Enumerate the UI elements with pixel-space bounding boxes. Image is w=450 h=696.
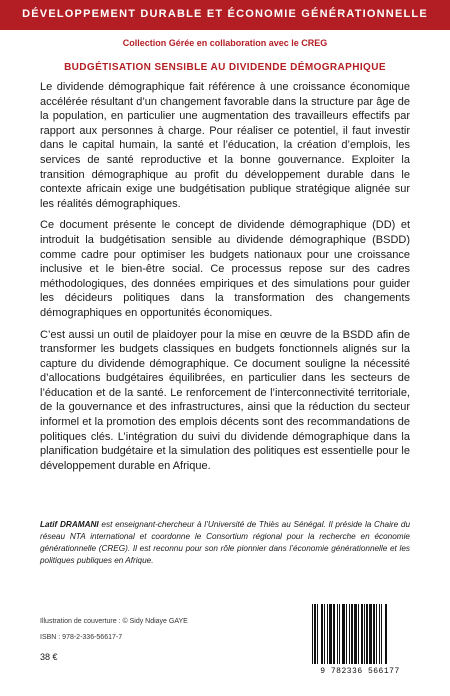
barcode-number: 9 782336 566177 (300, 667, 420, 676)
back-cover-text (40, 80, 410, 480)
barcode-bar (321, 604, 323, 664)
barcode-bar (373, 604, 375, 664)
barcode-bar (327, 604, 328, 664)
series-banner (0, 0, 450, 30)
paragraph: C’est aussi un outil de plaidoyer pour la mise en œuvre de la BSDD afin de transformer les budgets classiques en budgets fonctionnels alignés sur la capture du dividende démographique. Ce document souligne la nécessité d’allocations budgétaires équilibrées, en particulier dans les secteurs de l’éducation et de la santé. Le renforcement de l’interconnectivité territoriale, de la gouvernance et des infrastructures, ainsi que la réduction du secteur informel et la promotion des emplois décents sont des recommandations de politiques clés. L’intégration du suivi du dividende démographique dans la planification budgétaire et la simulation des politiques est essentielle pour le développement durable en Afrique. (40, 328, 410, 472)
barcode-bar (364, 604, 365, 664)
paragraph: Ce document présente le concept de dividende démographique (DD) et introduit la budgétisation sensible au dividende démographique (BSDD) comme cadre pour optimiser les budgets nationaux pour une croissance inclusive et le bien-être social. Ce processus repose sur des cadres méthodologiques, des données empiriques et des simulations pour guider les décideurs politiques dans la transformation des changements démographiques en opportunités économiques. (40, 219, 410, 319)
barcode-bar (381, 604, 382, 664)
author-name: Latif DRAMANI (40, 520, 99, 529)
barcode-bar (324, 604, 325, 664)
barcode-bar (314, 604, 316, 664)
barcode-bar (358, 604, 359, 664)
collection-note: Collection Gérée en collaboration avec le CREG (122, 38, 328, 48)
barcode-bar (333, 604, 335, 664)
series-title: DÉVELOPPEMENT DURABLE ET ÉCONOMIE GÉNÉRATIONNELLE (22, 8, 428, 20)
author-bio (40, 519, 410, 567)
barcode-bar (342, 604, 345, 664)
barcode-bar (361, 604, 363, 664)
barcode-bar (337, 604, 338, 664)
author-bio-text: est enseignant-chercheur à l’Université de Thiès au Sénégal. Il préside la Chaire du réseau NTA international et coordonne le Consortium régional pour la recherche en économie générationnelle (CREG). Il est reconnu pour son rôle pionnier dans l’économie générationnelle et les politiques publiques en Afrique. (40, 520, 411, 565)
paragraph: Le dividende démographique fait référence à une croissance économique accélérée résultant d’un changement favorable dans la structure par âge de la population, en particulier une augmentation des travailleurs effectifs par rapport aux personnes à charge. Pour réaliser ce potentiel, il faut investir dans le capital humain, la santé et l’éducation, la création d’emplois, les services de santé reproductive et la bonne gouvernance. Exploiter la transition démographique au profit du développement durable dans le contexte africain exige une budgétisation publique stratégique alignée sur les réalités démographiques. (40, 81, 410, 210)
barcode-bar (329, 604, 332, 664)
barcode-bar (366, 604, 368, 664)
barcode-bar (351, 604, 353, 664)
barcode-bar (369, 604, 372, 664)
illustration-credit: Illustration de couverture : © Sidy Ndiaye GAYE (40, 618, 188, 625)
book-title: BUDGÉTISATION SENSIBLE AU DIVIDENDE DÉMOGRAPHIQUE (64, 62, 386, 73)
barcode-bar (339, 604, 340, 664)
barcode-bars (300, 600, 420, 666)
barcode-bar (379, 604, 380, 664)
isbn: ISBN : 978-2-336-56617-7 (40, 634, 123, 641)
barcode-bar (346, 604, 347, 664)
barcode-bar (376, 604, 377, 664)
barcode-bar (385, 604, 387, 664)
price: 38 € (40, 652, 58, 662)
barcode-bar (312, 604, 313, 664)
barcode-bar (354, 604, 357, 664)
barcode-bar (349, 604, 350, 664)
barcode-bar (317, 604, 318, 664)
